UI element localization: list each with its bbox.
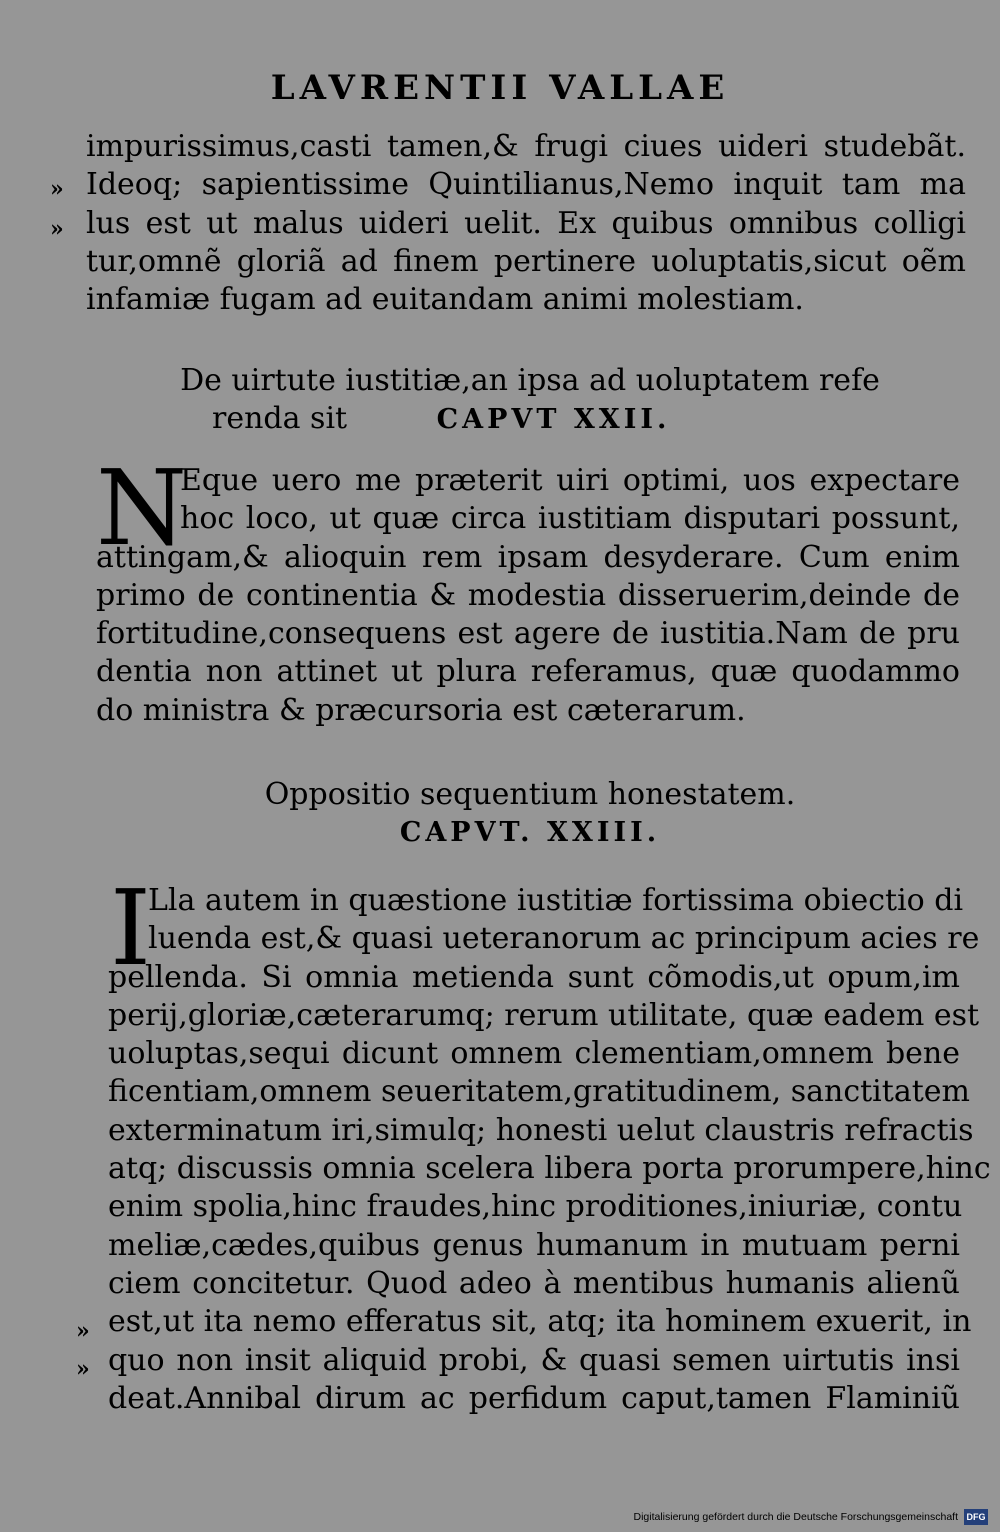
text-line: infamiæ fugam ad euitandam animi molestiam. [86,282,804,318]
chapter23-heading [100,776,960,852]
text-line: primo de continentia & modestia disseruerim,deinde de [96,577,960,613]
text-line: Lla autem in quæstione iustitiæ fortissima obiectio di [148,883,964,918]
text-line: quo non insit aliquid probi, & quasi semen uirtutis insi [108,1342,960,1378]
text-line: enim spolia,hinc fraudes,hinc proditiones,iniuriæ, contu [108,1189,963,1225]
margin-quote-mark: » [76,1356,90,1382]
text-line: tur,omnẽ gloriã ad finem pertinere uoluptatis,sicut oẽm [86,243,966,279]
digitization-credit [633,1506,988,1528]
text-line: Ideoq; sapientissime Quintilianus,Nemo inquit tam ma [86,167,966,203]
text-line: atq; discussis omnia scelera libera porta prorumpere,hinc [108,1151,991,1187]
text-line: luenda est,& quasi ueteranorum ac principum acies re [148,921,980,957]
chapter23-text [108,882,991,1418]
chapter-title-continued [100,400,960,439]
text-line: impurissimus,casti tamen,& frugi ciues uideri studebãt. [86,129,966,164]
drop-capital: I [110,867,152,989]
chapter-title: De uirtute iustitiæ,an ipsa ad uoluptatem refe [180,363,880,398]
chapter-number: CAPVT. XXIII. [399,817,661,848]
text-line: ciem concitetur. Quod adeo à mentibus humanis alienũ [108,1265,960,1301]
chapter-title-end: renda sit [212,401,348,436]
chapter-number: CAPVT XXII. [436,404,671,435]
text-line: lus est ut malus uideri uelit. Ex quibus omnibus colligi [86,205,966,241]
text-line: fortitudine,consequens est agere de iustitia.Nam de pru [96,616,960,652]
margin-quote-mark: » [50,216,64,242]
text-line: perij,gloriæ,cæterarumq; rerum utilitate, quæ eadem est [108,997,980,1033]
text-line: dentia non attinet ut plura referamus, quæ quodammo [96,654,960,690]
text-line: pellenda. Si omnia metienda sunt cõmodis,ut opum,im [108,959,960,995]
drop-capital: N [96,447,187,569]
margin-quote-mark: » [50,176,64,202]
chapter22-text [96,462,960,730]
text-line: attingam,& alioquin rem ipsam desyderare. Cum enim [96,539,960,575]
section1-text [86,128,966,319]
text-line: do ministra & præcursoria est cæterarum. [96,692,746,728]
text-line: uoluptas,sequi dicunt omnem clementiam,omnem bene [108,1036,960,1072]
chapter22-heading [100,362,960,439]
text-line: meliæ,cædes,quibus genus humanum in mutuam perni [108,1227,960,1263]
text-line: est,ut ita nemo efferatus sit, atq; ita hominem exuerit, in [108,1304,972,1340]
dfg-logo: DFG [964,1509,988,1525]
text-line: ficentiam,omnem seueritatem,gratitudinem, sanctitatem [108,1074,970,1110]
text-line: exterminatum iri,simulq; honesti uelut claustris refractis [108,1112,974,1148]
margin-quote-mark: » [76,1318,90,1344]
text-line: Eque uero me præterit uiri optimi, uos expectare [180,463,960,498]
credit-text: Digitalisierung gefördert durch die Deutsche Forschungsgemeinschaft [633,1511,958,1523]
text-line: deat.Annibal dirum ac perfidum caput,tamen Flaminiũ [108,1380,960,1416]
running-head: LAVRENTII VALLAE [270,68,730,108]
chapter-title: Oppositio sequentium honestatem. [264,777,796,812]
text-line: hoc loco, ut quæ circa iustitiam disputari possunt, [180,501,960,537]
